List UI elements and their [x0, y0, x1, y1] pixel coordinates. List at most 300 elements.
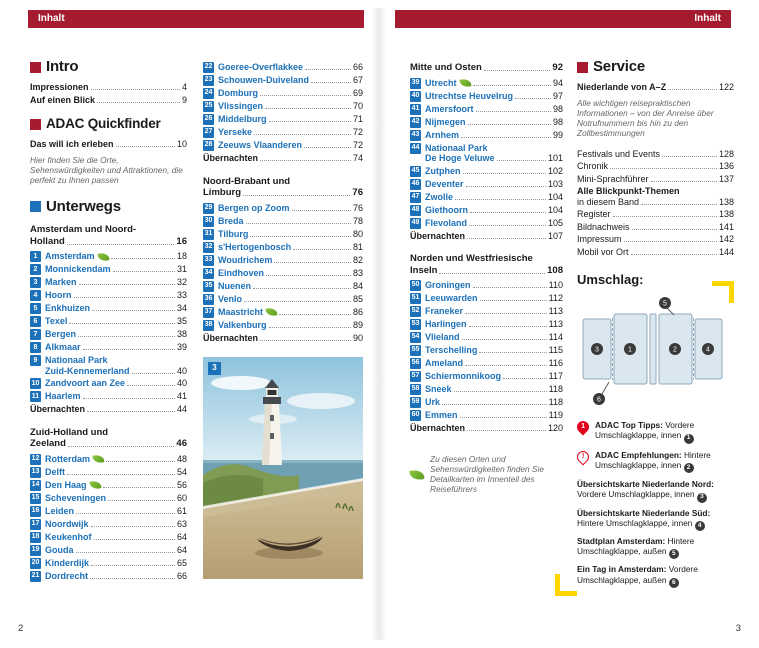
entry-page: 89 — [352, 319, 363, 330]
dot-leader — [454, 391, 547, 392]
dot-leader — [106, 461, 175, 462]
entry-page: 122 — [718, 82, 734, 92]
toc-entry[interactable] — [577, 161, 734, 172]
page-number-left: 2 — [18, 623, 24, 634]
entry-label: Zandvoort aan Zee — [45, 378, 126, 389]
entry-label: Groningen — [425, 280, 471, 290]
toc-entry[interactable] — [30, 558, 187, 569]
entry-number-badge: 25 — [203, 101, 214, 112]
entry-label: Schouwen-Duiveland — [218, 75, 310, 85]
toc-entry[interactable] — [203, 294, 363, 305]
dot-leader — [266, 275, 351, 276]
toc-entry[interactable] — [203, 101, 363, 112]
entry-page: 33 — [176, 290, 187, 301]
entry-label: Kinderdijk — [45, 557, 90, 568]
entry-page: 142 — [718, 234, 734, 245]
entry-label: Deventer — [425, 178, 464, 189]
entry-label: De Hoge Veluwe — [425, 153, 495, 163]
entry-number-badge: 33 — [203, 255, 214, 266]
service-entries — [577, 149, 734, 258]
entry-label: Rotterdam — [45, 453, 91, 464]
toc-entry[interactable] — [410, 345, 563, 356]
toc-entry[interactable] — [30, 519, 187, 530]
entry-page: 35 — [176, 316, 187, 327]
toc-entry[interactable] — [203, 140, 363, 151]
toc-entry[interactable] — [577, 209, 734, 220]
dot-leader — [116, 146, 175, 147]
entry-page: 67 — [352, 75, 363, 85]
dot-leader — [651, 181, 717, 182]
toc-entry[interactable] — [30, 316, 187, 327]
entry-page: 113 — [548, 306, 563, 316]
dot-leader — [68, 446, 175, 447]
circle-number-badge: 2 — [684, 463, 694, 473]
dot-leader — [78, 336, 175, 337]
entry-page: 9 — [181, 94, 187, 105]
entry-label: Übernachten — [203, 332, 259, 343]
entry-number-badge: 43 — [410, 130, 421, 141]
region-amsterdam-noord-holland — [30, 224, 187, 415]
running-head-right-label: Inhalt — [694, 13, 721, 24]
toc-entry[interactable] — [203, 203, 363, 214]
map-leaf-icon — [93, 454, 105, 463]
toc-entry[interactable] — [410, 231, 563, 242]
entry-page: 60 — [176, 492, 187, 503]
dot-leader — [668, 89, 717, 90]
entry-label: Alkmaar — [45, 342, 81, 353]
toc-entry[interactable] — [410, 117, 563, 128]
entry-number-badge: 48 — [410, 205, 421, 216]
photo-illustration — [203, 357, 363, 579]
dot-leader — [269, 121, 351, 122]
entry-page: 117 — [548, 371, 563, 381]
entry-label: in diesem Band — [577, 196, 640, 207]
toc-entry[interactable] — [410, 410, 563, 421]
dot-leader — [111, 258, 175, 259]
region-page: 108 — [547, 264, 563, 276]
entry-number-badge: 7 — [30, 329, 41, 340]
entry-label: s'Hertogenbosch — [218, 241, 292, 252]
toc-entry[interactable] — [30, 571, 187, 582]
entry-label-line1: Nationaal Park — [45, 355, 108, 366]
toc-entry[interactable] — [30, 454, 187, 465]
entry-label: Zuid-Kennemerland — [45, 365, 130, 376]
dot-leader — [473, 85, 551, 86]
toc-entry[interactable] — [410, 384, 563, 395]
entry-page: 41 — [176, 391, 187, 402]
entry-page: 138 — [718, 209, 734, 220]
entry-label: Arnhem — [425, 129, 460, 140]
entry-label: Vlieland — [425, 332, 460, 342]
circle-number-badge: 6 — [669, 578, 679, 588]
entry-number-badge: 42 — [410, 117, 421, 128]
region-entries — [203, 203, 363, 344]
entry-page: 102 — [547, 165, 563, 176]
entry-label: Dordrecht — [45, 570, 89, 581]
toc-entry[interactable] — [577, 247, 734, 258]
legend-pin-item: 1 ADAC Top Tipps: Vordere Umschlagklappe, innen 1 — [577, 420, 734, 443]
toc-entry[interactable] — [410, 166, 563, 177]
toc-entry[interactable] — [410, 218, 563, 229]
entry-page: 64 — [176, 531, 187, 542]
entry-page: 31 — [176, 264, 187, 275]
map-leaf-icon — [89, 480, 101, 489]
entry-label: Franeker — [425, 306, 464, 316]
toc-entry[interactable] — [410, 423, 563, 434]
entry-number-badge: 35 — [203, 281, 214, 292]
region-entries — [30, 251, 187, 415]
diagram-badge-1: 1 — [628, 346, 632, 354]
toc-entry[interactable] — [30, 290, 187, 301]
diagram-badge-3: 3 — [595, 346, 599, 354]
entry-label: Woudrichem — [218, 254, 273, 265]
dot-leader — [74, 297, 175, 298]
toc-entry[interactable] — [410, 143, 563, 164]
entry-page: 85 — [352, 293, 363, 304]
entry-label: Chronik — [577, 161, 609, 172]
entry-label: Maastricht — [218, 306, 264, 317]
entry-page: 104 — [547, 204, 563, 215]
dot-leader — [293, 249, 351, 250]
entry-label: Schiermonnikoog — [425, 371, 502, 381]
dot-leader — [304, 147, 351, 148]
entry-page: 10 — [176, 139, 187, 149]
entry-page: 107 — [547, 230, 563, 241]
dot-leader — [469, 225, 546, 226]
dot-leader — [439, 273, 545, 274]
dot-leader — [641, 204, 717, 205]
dot-leader — [79, 284, 175, 285]
toc-entry[interactable] — [203, 333, 363, 344]
entry-number-badge: 30 — [203, 216, 214, 227]
toc-entry[interactable] — [30, 378, 187, 389]
entry-label: Goeree-Overflakkee — [218, 62, 304, 72]
toc-entry[interactable] — [203, 62, 363, 73]
region-title-line1: Noord-Brabant und — [203, 175, 291, 187]
dot-leader — [467, 430, 546, 431]
toc-entry[interactable] — [410, 371, 563, 382]
dot-leader — [69, 323, 175, 324]
entry-page: 128 — [718, 148, 734, 159]
dot-leader — [246, 223, 351, 224]
cover-foldout-diagram — [577, 294, 727, 408]
toc-entry[interactable] — [577, 174, 734, 185]
region-entries — [410, 280, 563, 434]
toc-entry[interactable] — [30, 480, 187, 491]
toc-entry[interactable] — [203, 75, 363, 86]
toc-entry[interactable] — [203, 320, 363, 331]
region-heading — [203, 176, 363, 199]
running-head-left-label: Inhalt — [38, 13, 65, 24]
legend-map-item: Stadtplan Amsterdam: Hintere Umschlagklappe, außen 5 — [577, 536, 734, 559]
column-3 — [410, 62, 563, 495]
dot-leader — [253, 288, 351, 289]
entry-number-badge: 1 — [30, 251, 41, 262]
entry-page: 119 — [548, 410, 563, 420]
region-title-line1: Amsterdam und Noord- — [30, 224, 137, 236]
entry-page: 110 — [548, 280, 563, 290]
toc-entry[interactable] — [577, 186, 734, 207]
entry-page: 74 — [352, 153, 363, 163]
entry-label: Scheveningen — [45, 492, 107, 503]
toc-entry[interactable] — [577, 149, 734, 160]
region-title: Mitte und Osten — [410, 62, 482, 73]
intro-entries — [30, 82, 187, 105]
toc-entry[interactable] — [30, 82, 187, 93]
yellow-corner-bracket-icon — [712, 281, 734, 303]
dot-leader — [90, 578, 175, 579]
entry-number-badge: 46 — [410, 179, 421, 190]
toc-entry[interactable] — [203, 242, 363, 253]
entry-label: Marken — [45, 277, 77, 288]
toc-entry[interactable] — [577, 222, 734, 233]
dot-leader — [97, 102, 180, 103]
region-heading — [410, 253, 563, 276]
map-pin-icon: ! — [575, 448, 592, 465]
toc-entry[interactable] — [30, 545, 187, 556]
toc-entry[interactable] — [30, 355, 187, 376]
entry-page: 80 — [352, 228, 363, 239]
toc-entry[interactable] — [203, 281, 363, 292]
entry-label: Hoorn — [45, 290, 72, 301]
region-mitte-und-osten — [410, 62, 563, 241]
entry-label: Giethoorn — [425, 204, 468, 215]
dot-leader — [91, 89, 180, 90]
running-head-left — [28, 10, 364, 28]
entry-label: Eindhoven — [218, 267, 265, 278]
dot-leader — [87, 411, 175, 412]
entry-number-badge: 22 — [203, 62, 214, 73]
dot-leader — [469, 326, 547, 327]
toc-entry[interactable] — [30, 391, 187, 402]
diagram-badge-5: 5 — [663, 300, 667, 308]
toc-entry[interactable] — [410, 104, 563, 115]
entry-number-badge: 6 — [30, 316, 41, 327]
toc-entry[interactable] — [30, 404, 187, 415]
toc-entry[interactable] — [410, 306, 563, 317]
entry-page: 82 — [352, 254, 363, 265]
dot-leader — [91, 526, 175, 527]
toc-entry[interactable] — [30, 532, 187, 543]
entry-number-badge: 32 — [203, 242, 214, 253]
entry-label: Auf einen Blick — [30, 94, 96, 105]
toc-entry[interactable] — [577, 234, 734, 245]
entry-label: Sneek — [425, 384, 452, 394]
toc-entry[interactable] — [203, 229, 363, 240]
entry-page: 32 — [176, 277, 187, 288]
toc-entry[interactable] — [30, 303, 187, 314]
toc-entry[interactable] — [30, 264, 187, 275]
entry-page: 54 — [176, 466, 187, 477]
entry-number-badge: 8 — [30, 342, 41, 353]
entry-number-badge: 45 — [410, 166, 421, 177]
toc-entry[interactable] — [203, 114, 363, 125]
region-norden-westfriesische-inseln — [410, 253, 563, 434]
toc-entry[interactable] — [203, 307, 363, 318]
toc-entry[interactable] — [30, 506, 187, 517]
toc-entry[interactable] — [410, 293, 563, 304]
detail-map-note — [410, 454, 563, 495]
toc-entry[interactable] — [30, 139, 187, 150]
entry-page: 34 — [176, 303, 187, 314]
region-entries — [30, 454, 187, 582]
toc-entry[interactable] — [410, 78, 563, 89]
dot-leader — [305, 69, 351, 70]
dot-leader — [466, 186, 546, 187]
toc-entry[interactable] — [410, 332, 563, 343]
entry-label: Utrechtse Heuvelrug — [425, 90, 514, 101]
toc-entry[interactable] — [410, 358, 563, 369]
entry-page: 90 — [352, 332, 363, 343]
dot-leader — [465, 365, 547, 366]
toc-entry[interactable] — [410, 192, 563, 203]
cover-diagram-wrap — [577, 294, 734, 411]
legend-map-item: Übersichtskarte Niederlande Nord: Vordere Umschlagklappe, innen 3 — [577, 479, 734, 502]
pin-legend — [577, 420, 734, 473]
dot-leader — [103, 487, 175, 488]
dot-leader — [610, 168, 717, 169]
entry-number-badge: 11 — [30, 391, 41, 402]
entry-label: Leiden — [45, 505, 75, 516]
region-page: 76 — [352, 187, 363, 198]
entry-label: Impressum — [577, 234, 622, 245]
region-title: Inseln — [410, 264, 438, 276]
entry-number-badge: 5 — [30, 303, 41, 314]
entry-page: 141 — [718, 221, 734, 232]
entry-page: 4 — [181, 82, 187, 92]
toc-entry[interactable] — [30, 342, 187, 353]
toc-entry[interactable] — [30, 493, 187, 504]
entry-number-badge: 4 — [30, 290, 41, 301]
region-title: Holland — [30, 235, 65, 247]
region-heading — [30, 224, 187, 247]
entry-page: 144 — [718, 246, 734, 257]
entry-page: 104 — [547, 191, 563, 202]
entry-page: 137 — [718, 173, 734, 184]
map-pin-icon: 1 — [575, 419, 592, 436]
toc-entry[interactable] — [410, 91, 563, 102]
entry-page: 86 — [352, 306, 363, 317]
dot-leader — [260, 160, 351, 161]
entry-label: Middelburg — [218, 114, 267, 124]
entry-label: Amsterdam — [45, 251, 95, 262]
entry-label: Valkenburg — [218, 319, 267, 330]
toc-entry[interactable] — [410, 179, 563, 190]
dot-leader — [442, 404, 547, 405]
entry-label: Festivals und Events — [577, 148, 661, 159]
region-title: Zeeland — [30, 438, 66, 450]
dot-leader — [91, 565, 175, 566]
toc-entry[interactable] — [30, 329, 187, 340]
toc-entry[interactable] — [203, 127, 363, 138]
entry-page: 65 — [176, 557, 187, 568]
entry-page: 56 — [176, 479, 187, 490]
entry-label: Monnickendam — [45, 264, 111, 275]
entry-page: 103 — [547, 178, 563, 189]
entry-page: 118 — [548, 397, 563, 407]
entry-number-badge: 60 — [410, 410, 421, 421]
column-2 — [203, 62, 363, 579]
entry-number-badge: 51 — [410, 293, 421, 304]
dot-leader — [250, 236, 351, 237]
entry-number-badge: 20 — [30, 558, 41, 569]
photo-number-badge: 3 — [208, 362, 221, 375]
diagram-badge-4: 4 — [706, 346, 710, 354]
toc-entry[interactable] — [410, 205, 563, 216]
toc-entry[interactable] — [577, 82, 734, 93]
entry-number-badge: 36 — [203, 294, 214, 305]
toc-entry[interactable] — [30, 251, 187, 262]
section-marker-icon — [30, 201, 41, 212]
toc-entry[interactable] — [203, 88, 363, 99]
circle-number-badge: 4 — [695, 521, 705, 531]
entry-number-badge: 12 — [30, 454, 41, 465]
dot-leader — [624, 241, 717, 242]
map-leaf-icon — [459, 78, 471, 87]
dot-leader — [484, 70, 551, 71]
region-title: Limburg — [203, 187, 241, 198]
column-1 — [30, 58, 187, 584]
entry-page: 71 — [352, 114, 363, 124]
toc-entry[interactable] — [203, 255, 363, 266]
entry-number-badge: 23 — [203, 75, 214, 86]
map-legend — [577, 479, 734, 588]
toc-entry[interactable] — [203, 216, 363, 227]
entry-page: 78 — [352, 215, 363, 226]
entry-page: 72 — [352, 127, 363, 137]
dot-leader — [260, 340, 351, 341]
toc-entry[interactable] — [203, 153, 363, 164]
toc-entry[interactable] — [30, 467, 187, 478]
toc-entry[interactable] — [410, 319, 563, 330]
entry-label: Übernachten — [410, 230, 466, 241]
entry-number-badge: 21 — [30, 571, 41, 582]
entry-label: Emmen — [425, 410, 458, 420]
entry-page: 84 — [352, 280, 363, 291]
entry-number-badge: 3 — [30, 277, 41, 288]
entry-page: 101 — [547, 153, 563, 163]
entry-label: Bildnachweis — [577, 221, 630, 232]
toc-entry[interactable] — [410, 280, 563, 291]
diagram-badge-2: 2 — [673, 346, 677, 354]
entry-number-badge: 13 — [30, 467, 41, 478]
entry-label: Übernachten — [410, 423, 466, 433]
toc-entry[interactable] — [410, 130, 563, 141]
entry-label-line1: Alle Blickpunkt-Themen — [577, 186, 680, 197]
dot-leader — [127, 385, 175, 386]
dot-leader — [465, 313, 547, 314]
entry-page: 118 — [548, 384, 563, 394]
region-heading — [30, 427, 187, 450]
region-entries-continued — [203, 62, 363, 164]
dot-leader — [132, 373, 175, 374]
entry-label: Bergen — [45, 329, 77, 340]
entry-label: Register — [577, 209, 611, 220]
dot-leader — [613, 216, 717, 217]
entry-number-badge: 9 — [30, 355, 41, 366]
entry-label: Gouda — [45, 544, 74, 555]
toc-entry[interactable] — [410, 397, 563, 408]
toc-entry[interactable] — [203, 268, 363, 279]
entry-label: Zutphen — [425, 165, 461, 176]
toc-entry[interactable] — [30, 277, 187, 288]
entry-number-badge: 14 — [30, 480, 41, 491]
entry-label: Übernachten — [30, 404, 86, 415]
toc-entry[interactable] — [30, 95, 187, 106]
entry-page: 136 — [718, 161, 734, 172]
detail-map-note-text: Zu diesen Orten und Sehenswürdigkeiten finden Sie Detailkarten im Innenteil des Reiseführers — [430, 453, 544, 495]
dot-leader — [254, 134, 351, 135]
